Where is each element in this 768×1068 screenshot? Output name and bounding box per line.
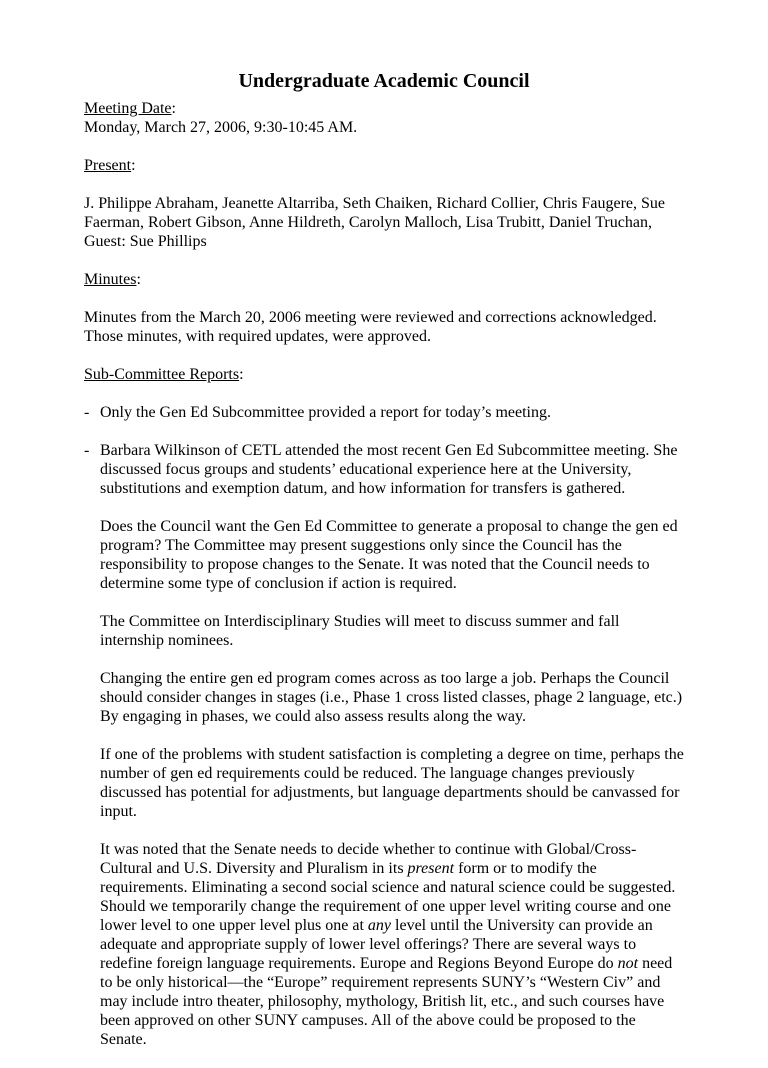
present-section: Present: [84,157,136,174]
paragraph-text: need to be only historical—the “Europe” requirement represents SUNY’s “Western Civ” and may include intro theater, philosophy, mythology, British lit, etc., and such courses have been approved on other SUNY campuses. All of the above could be proposed to the Senate. [100,955,673,1048]
emphasis-text: not [617,955,639,972]
list-item [84,441,684,498]
attendees-list: J. Philippe Abraham, Jeanette Altarriba, Seth Chaiken, Richard Collier, Chris Faugere, Sue Faerman, Robert Gibson, Anne Hildreth, Carolyn Malloch, Lisa Trubitt, Daniel Truchan, Guest: Sue Phillips [84,195,666,250]
emphasis-text: present [407,860,455,877]
bullet-dash: - [84,442,90,459]
list-item [84,403,684,422]
minutes-heading: Minutes: [84,271,141,288]
paragraph: Does the Council want the Gen Ed Committee to generate a proposal to change the gen ed program? The Committee may present suggestions only since the Council has the responsibility to propose changes to the Senate. It was noted that the Council needs to determine some type of conclusion if action is required. [100,518,678,592]
document-body [84,99,684,1068]
meeting-date-section: Meeting Date: Monday, March 27, 2006, 9:30-10:45 AM. [84,99,684,137]
document-title: Undergraduate Academic Council [238,70,530,92]
minutes-text: Minutes from the March 20, 2006 meeting were reviewed and corrections acknowledged. Those minutes, with required updates, were approved. [84,309,657,345]
paragraph-text: form or to modify the requirements. Eliminating a second social science and natural science could be suggested. Should we temporarily change the requirement of one upper level writing course and one lower level to one upper level plus one at [100,860,676,934]
present-label: Present [84,157,132,174]
paragraph [84,840,684,1049]
minutes-label: Minutes [84,271,137,288]
paragraph-text: It was noted that the Senate needs to decide whether to continue with Global/Cross-Cultural and U.S. Diversity and Pluralism in its [100,841,637,877]
meeting-date-label: Meeting Date [84,100,172,117]
list-item-text: Only the Gen Ed Subcommittee provided a report for today’s meeting. [100,404,551,421]
paragraph: Changing the entire gen ed program comes across as too large a job. Perhaps the Council should consider changes in stages (i.e., Phase 1 cross listed classes, phage 2 language, etc.) By engaging in phases, we could also assess results along the way. [100,670,683,725]
meeting-date-value: Monday, March 27, 2006, 9:30-10:45 AM. [84,119,358,136]
subcommittee-label: Sub-Committee Reports [84,366,240,383]
paragraph-text: level until the University can provide an adequate and appropriate supply of lower level offerings? There are several ways to redefine foreign language requirements. Europe and Regions Beyond Europe do [100,917,653,972]
bullet-dash: - [84,404,90,421]
subcommittee-heading: Sub-Committee Reports: [84,366,244,383]
paragraph: If one of the problems with student satisfaction is completing a degree on time, perhaps the number of gen ed requirements could be reduced. The language changes previously discussed has potential for adjustments, but language departments should be canvassed for input. [100,746,684,820]
emphasis-text: any [367,917,392,934]
list-item-text: Barbara Wilkinson of CETL attended the most recent Gen Ed Subcommittee meeting. She discussed focus groups and students’ educational experience here at the University, substitutions and exemption datum, and how information for transfers is gathered. [100,442,678,497]
paragraph: The Committee on Interdisciplinary Studies will meet to discuss summer and fall internship nominees. [100,613,620,649]
